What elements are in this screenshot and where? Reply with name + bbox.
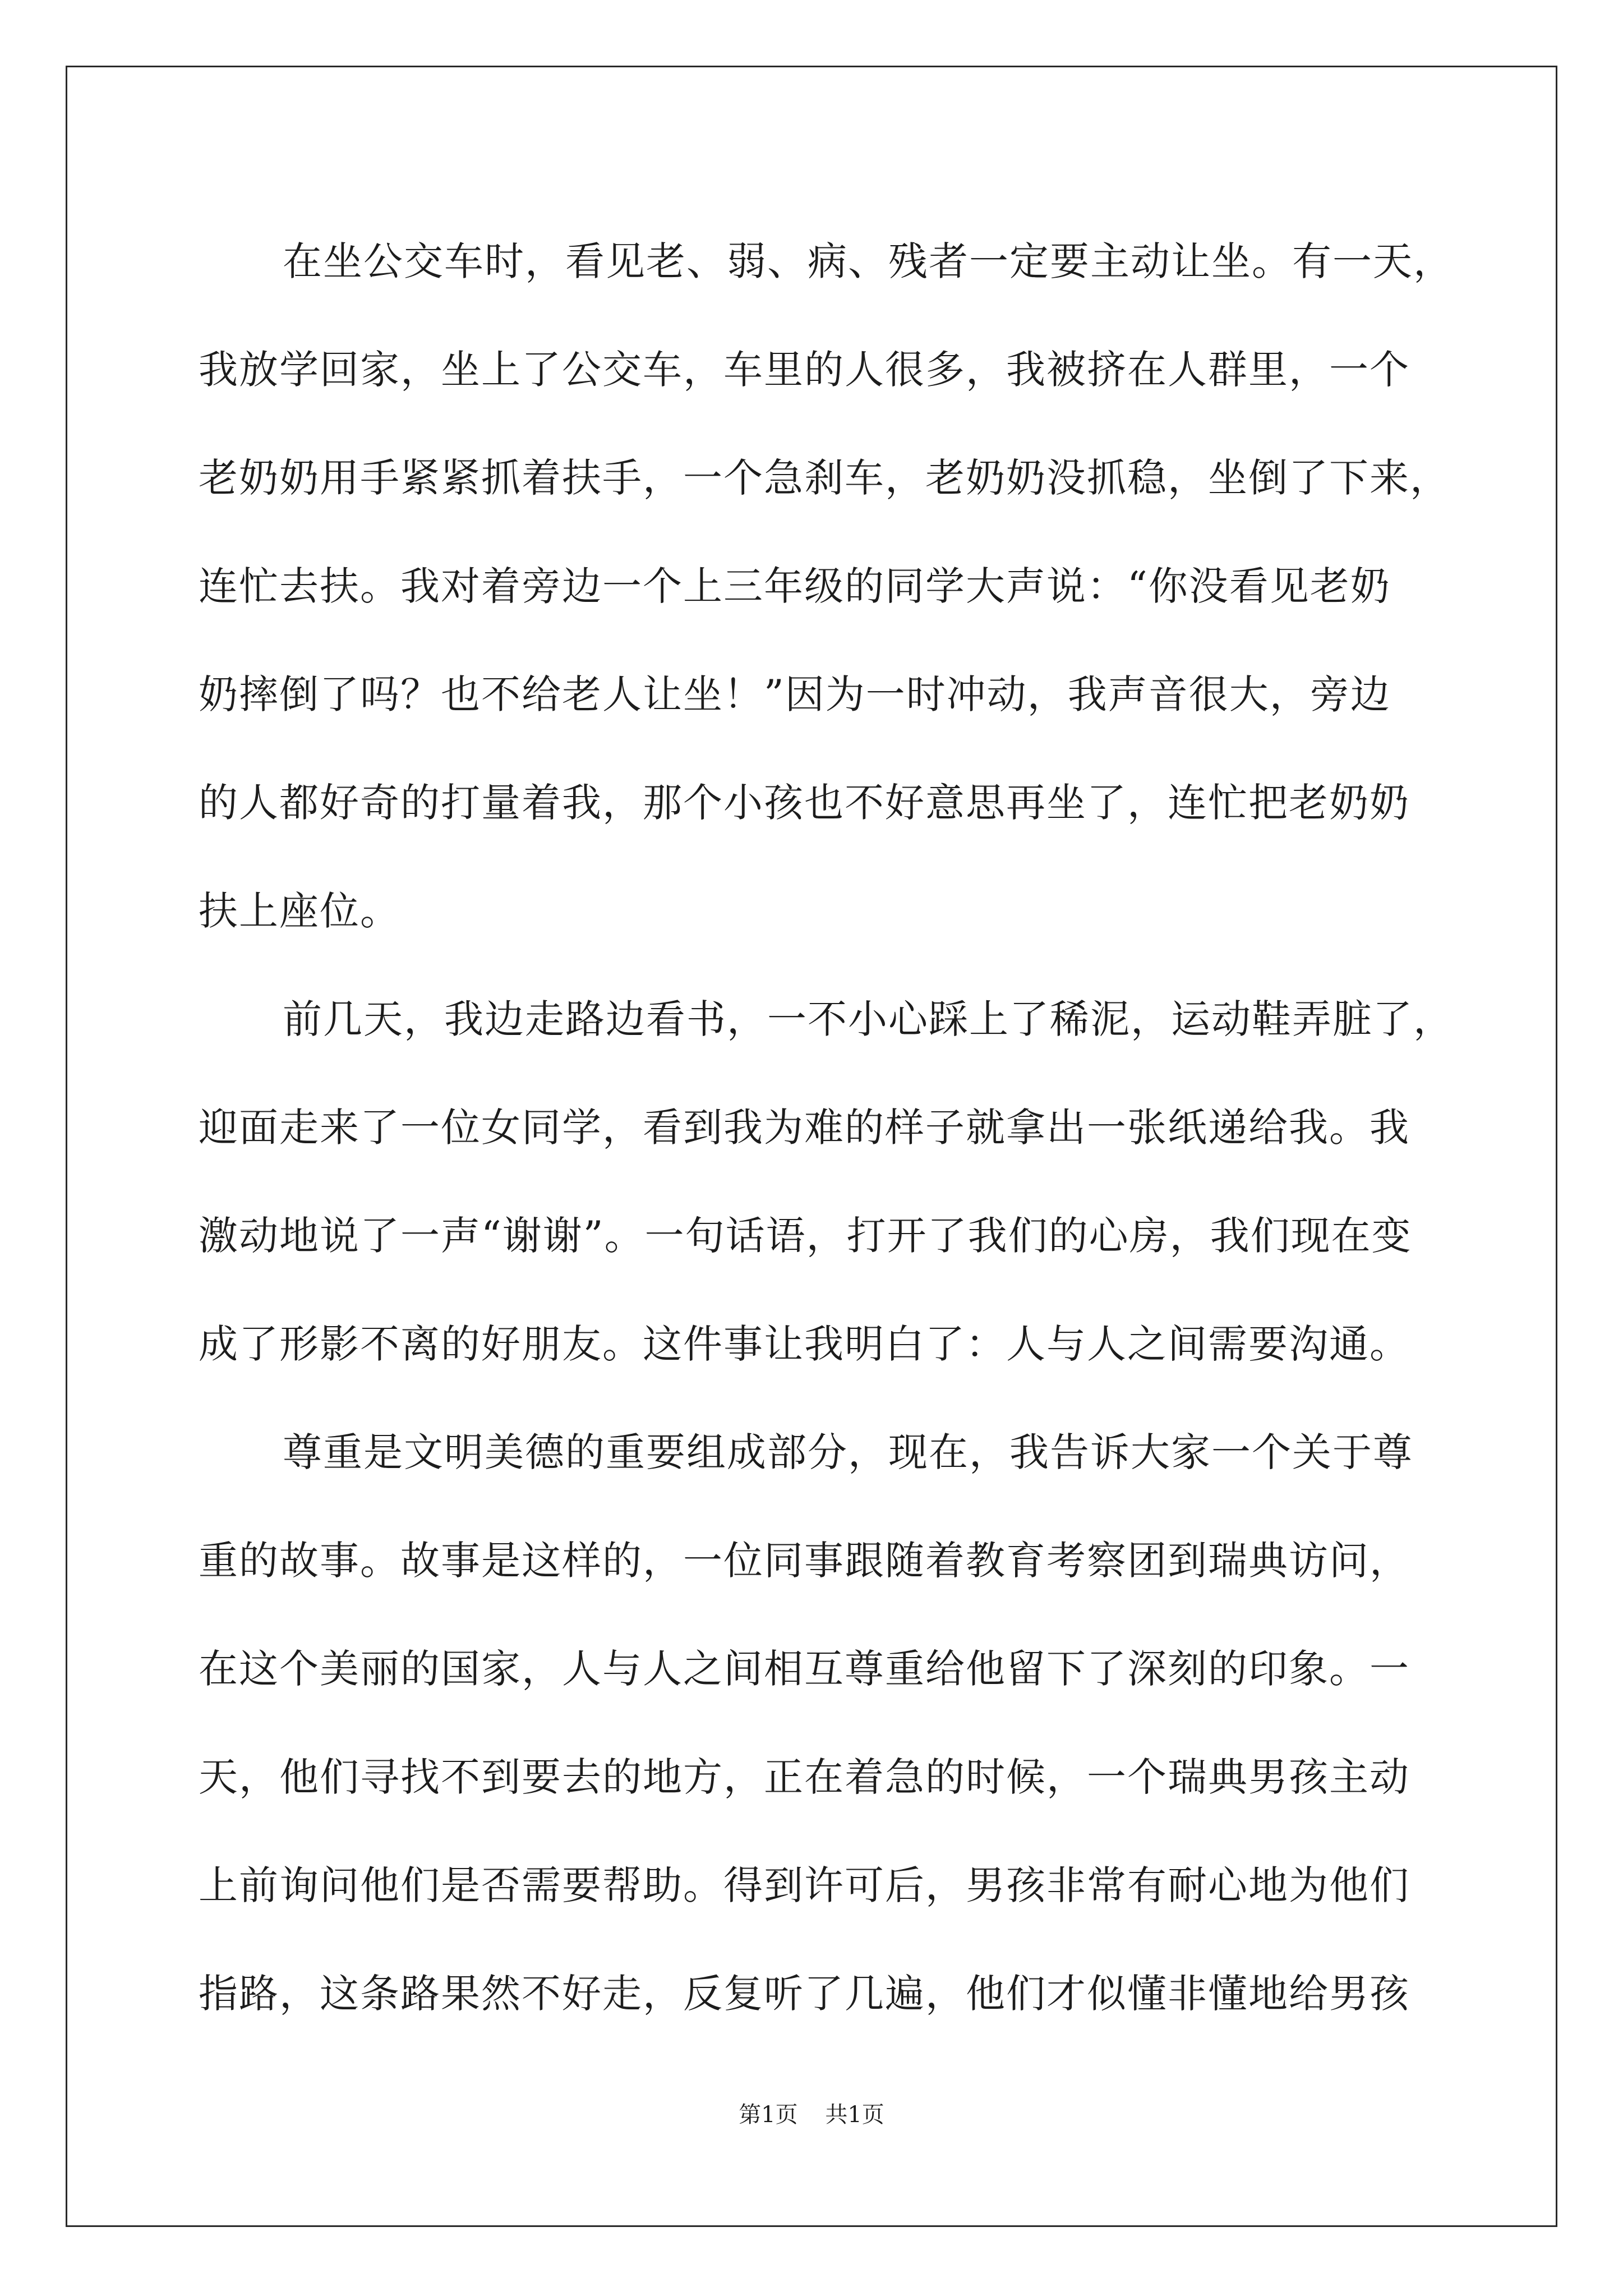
text-line: 连忙去扶。我对着旁边一个上三年级的同学大声说：“你没看见老奶 (199, 563, 1391, 609)
text-line: 迎面走来了一位女同学，看到我为难的样子就拿出一张纸递给我。我 (199, 1105, 1410, 1151)
text-line: 扶上座位。 (199, 888, 400, 934)
page-number: 第1页 (739, 2102, 798, 2128)
paragraph (199, 1398, 1427, 2048)
text-line: 老奶奶用手紧紧抓着扶手，一个急刹车，老奶奶没抓稳，坐倒了下来， (199, 455, 1450, 501)
text-line: 上前询问他们是否需要帮助。得到许可后，男孩非常有耐心地为他们 (199, 1862, 1410, 1908)
paragraph (199, 965, 1454, 1398)
page-total: 共1页 (825, 2102, 884, 2128)
document-body (199, 208, 1454, 2048)
text-line: 奶摔倒了吗？也不给老人让坐！”因为一时冲动，我声音很大，旁边 (199, 671, 1391, 717)
text-line: 在坐公交车时，看见老、弱、病、残者一定要主动让坐。有一天， (283, 238, 1454, 284)
text-line: 的人都好奇的打量着我，那个小孩也不好意思再坐了，连忙把老奶奶 (199, 780, 1410, 826)
text-line: 指路，这条路果然不好走，反复听了几遍，他们才似懂非懂地给男孩 (199, 1971, 1410, 2017)
text-line: 重的故事。故事是这样的，一位同事跟随着教育考察团到瑞典访问， (199, 1538, 1410, 1584)
text-line: 天，他们寻找不到要去的地方，正在着急的时候，一个瑞典男孩主动 (199, 1754, 1410, 1800)
text-line: 在这个美丽的国家，人与人之间相互尊重给他留下了深刻的印象。一 (199, 1646, 1410, 1692)
text-line: 我放学回家，坐上了公交车，车里的人很多，我被挤在人群里，一个 (199, 347, 1410, 393)
paragraph (199, 208, 1454, 965)
text-line: 成了形影不离的好朋友。这件事让我明白了：人与人之间需要沟通。 (199, 1321, 1410, 1367)
text-line: 尊重是文明美德的重要组成部分，现在，我告诉大家一个关于尊 (283, 1429, 1413, 1475)
text-line: 前几天，我边走路边看书，一不小心踩上了稀泥，运动鞋弄脏了， (283, 996, 1454, 1042)
text-line: 激动地说了一声“谢谢”。一句话语，打开了我们的心房，我们现在变 (199, 1213, 1412, 1259)
page-footer (0, 2098, 1623, 2132)
